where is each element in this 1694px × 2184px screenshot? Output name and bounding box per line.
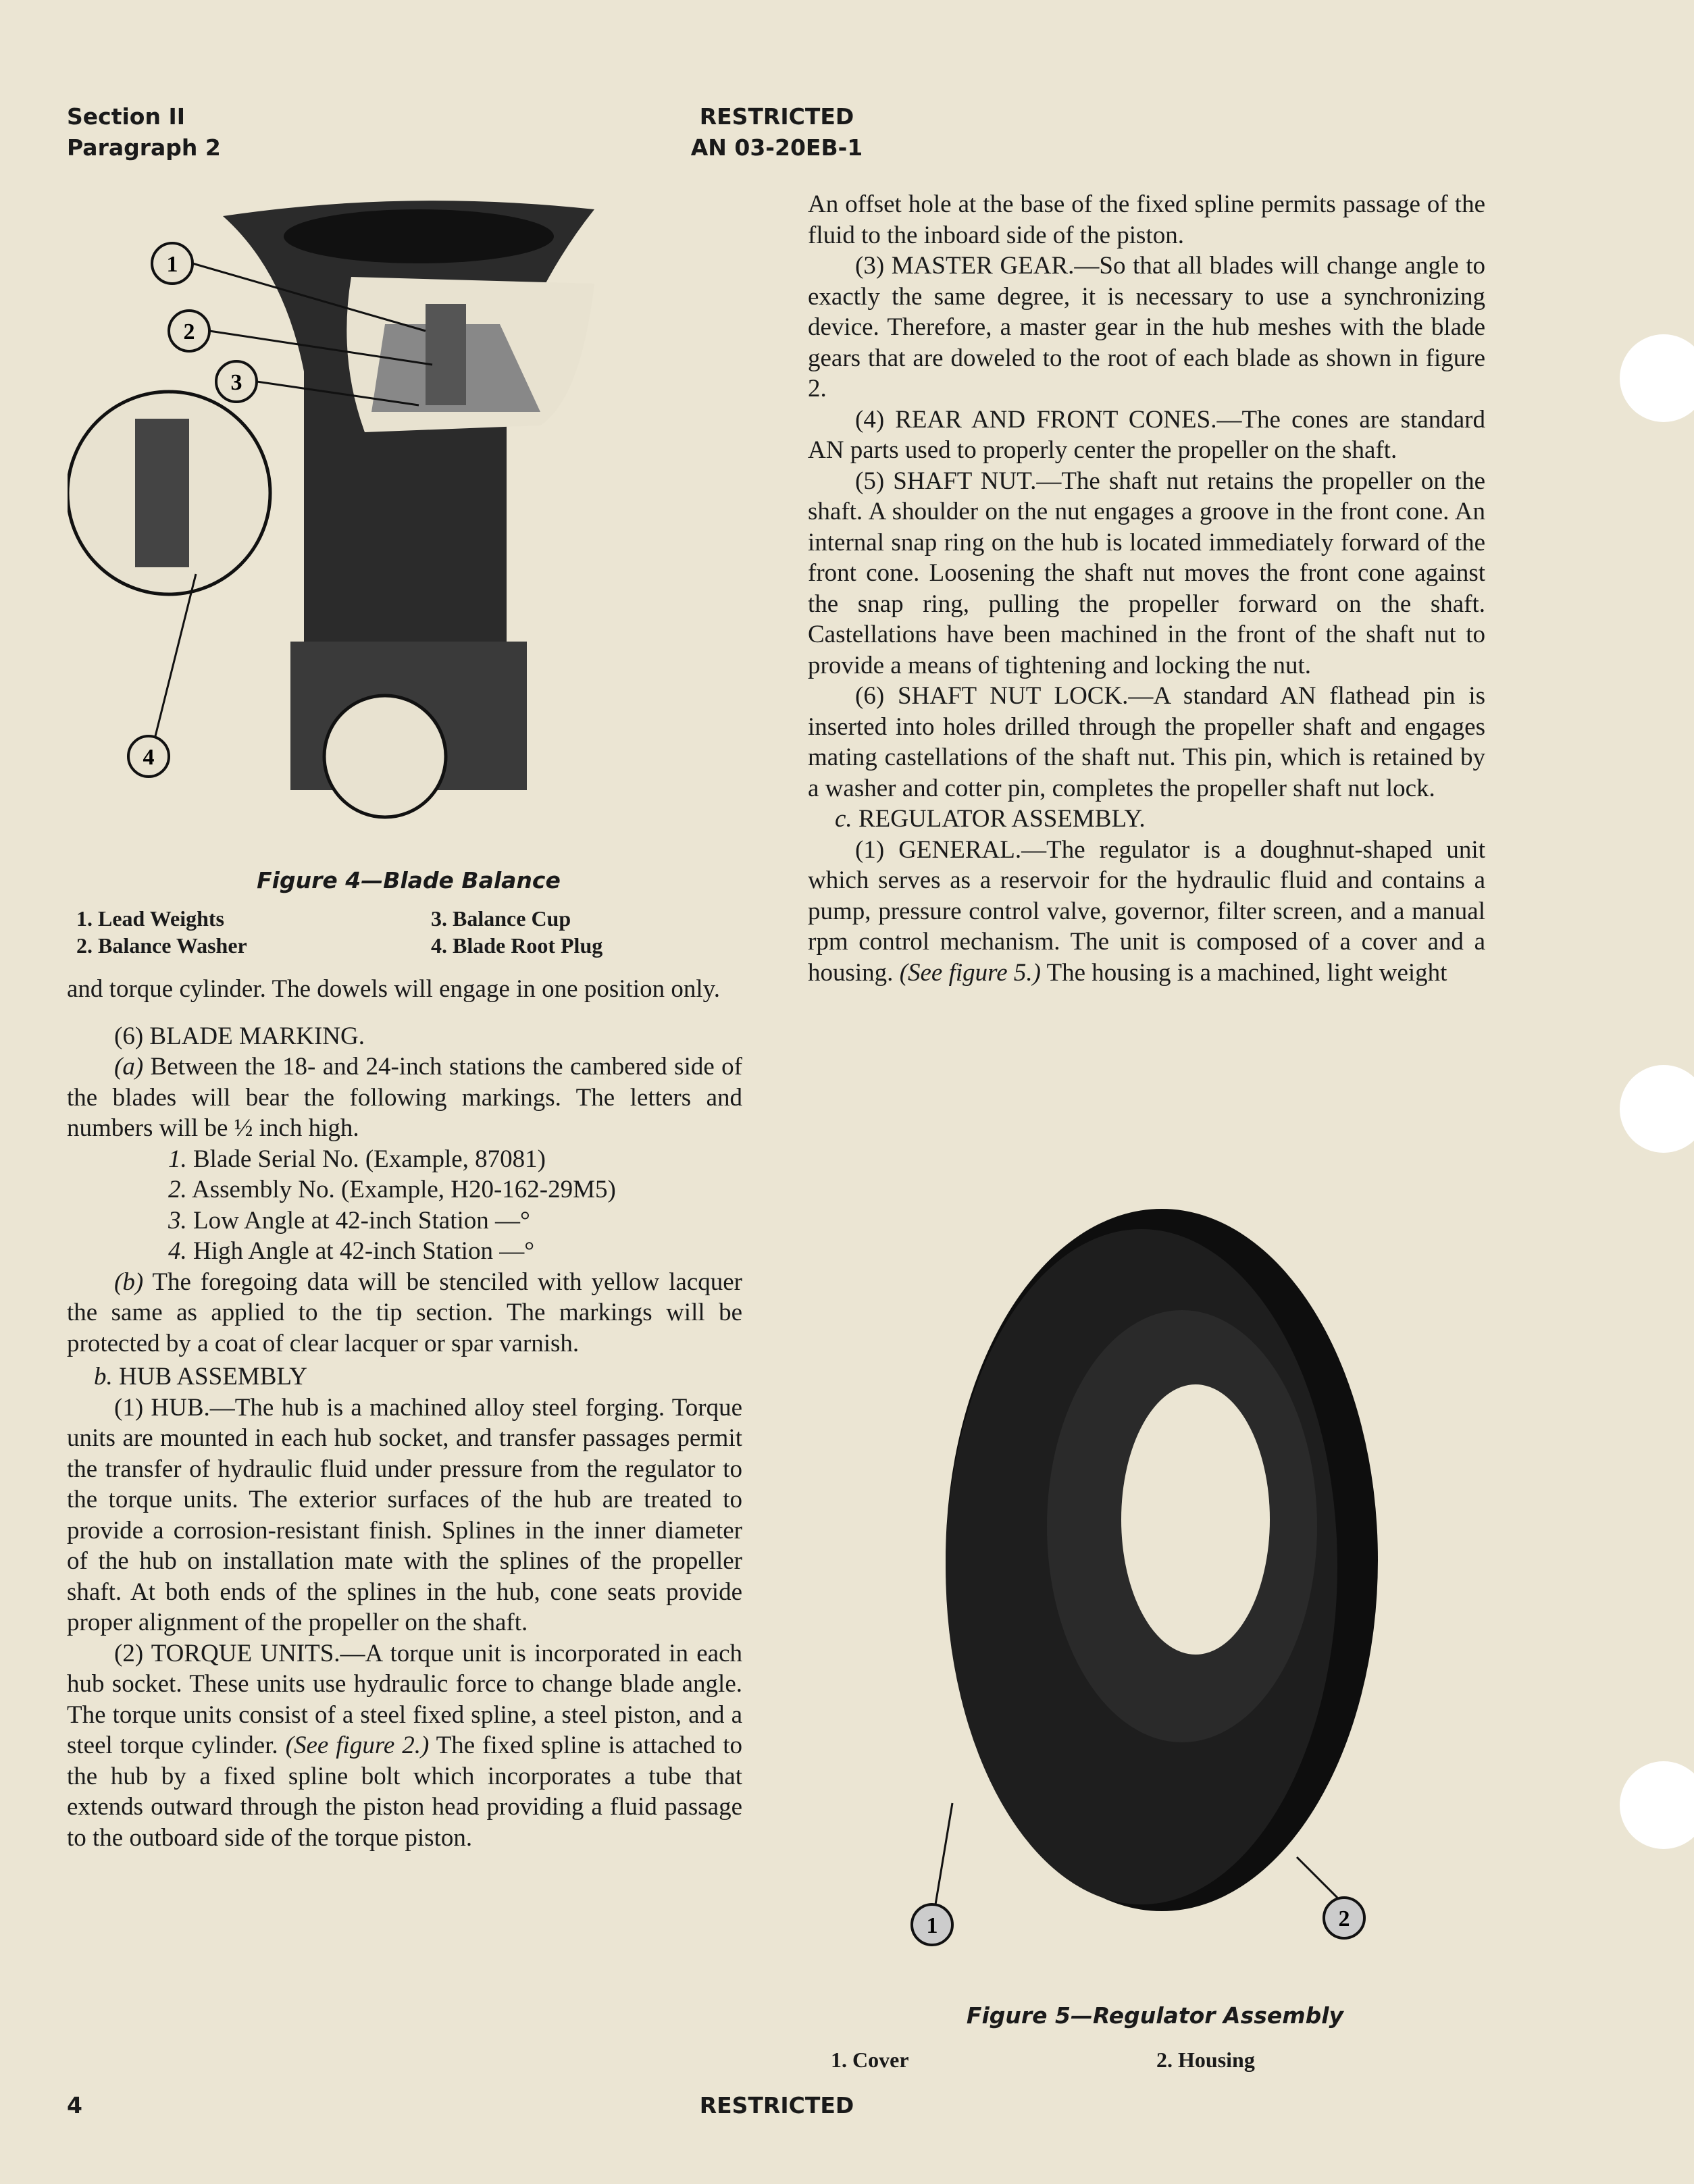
callout-2: 2 [1338, 1906, 1350, 1931]
callout-1: 1 [166, 252, 178, 277]
label: (a) [114, 1053, 144, 1081]
section-label [67, 101, 221, 163]
paragraph: (2) TORQUE UNITS.—A torque unit is incorporated in each hub socket. These units use hydraulic force to change blade angle. The torque units consist of a steel fixed spline, a steel piston, and a steel torque cylinder. [67, 1639, 742, 1759]
paragraph: The foregoing data will be stenciled with yellow lacquer the same as applied to the tip section. The markings will be protected by a coat of clear lacquer or spar varnish. [67, 1268, 742, 1357]
punch-hole [1620, 334, 1694, 422]
paragraph: (1) HUB.—The hub is a machined alloy steel forging. Torque units are mounted in each hub socket, and transfer passages permit the transfer of hydraulic fluid under pressure from the regulator to the torque units. The exterior surfaces of the hub are treated to provide a corrosion-resistant finish. Splines in the inner diameter of the hub on installation mate with the splines of the propeller shaft. At both ends of the splines in the hub, cone seats provide proper alignment of the propeller on the shaft. [67, 1393, 742, 1636]
paragraph: (6) SHAFT NUT LOCK.—A standard AN flathead pin is inserted into holes drilled through the propeller shaft and engages mating castellations of the shaft nut. This pin, which is retained by a washer and cotter pin, completes the propeller shaft nut lock. [808, 682, 1485, 802]
legend-item: 1. Lead Weights [76, 906, 224, 931]
figure-5-caption: Figure 5—Regulator Assembly [966, 2002, 1344, 2029]
classification: RESTRICTED [699, 103, 854, 130]
callout-4: 4 [143, 745, 155, 770]
heading: (6) BLADE MARKING. [114, 1022, 365, 1050]
list-item: Assembly No. (Example, H20-162-29M5) [191, 1176, 616, 1203]
paragraph: Between the 18- and 24-inch stations the cambered side of the blades will bear the following markings. The letters and numbers will be ½ inch high. [67, 1053, 742, 1142]
left-column [67, 974, 742, 1853]
figure-ref: (See figure 5.) [899, 958, 1041, 987]
figure-4-legend-col1 [76, 905, 247, 959]
list-item: High Angle at 42-inch Station —° [193, 1237, 534, 1265]
heading: HUB ASSEMBLY [112, 1363, 307, 1390]
paragraph: Paragraph 2 [67, 134, 221, 161]
figure-5-legend-item: 1. Cover [831, 2048, 909, 2072]
legend-item: 4. Blade Root Plug [431, 933, 603, 958]
paragraph: An offset hole at the base of the fixed spline permits passage of the fluid to the inboard side of the piston. [808, 190, 1485, 249]
paragraph: (5) SHAFT NUT.—The shaft nut retains the propeller on the shaft. A shoulder on the nut engages a groove in the front cone. An internal snap ring on the hub is located immediately forward of the front cone. Loosening the shaft nut moves the front cone against the snap ring, pulling the propeller forward on the shaft. Castellations have been machined in the front of the shaft nut to provide a means of tightening and locking the nut. [808, 467, 1485, 679]
figure-ref: (See figure 2.) [285, 1732, 430, 1759]
list-num: 2. [168, 1176, 187, 1203]
callout-2: 2 [183, 319, 195, 344]
paragraph: (4) REAR AND FRONT CONES.—The cones are standard AN parts used to properly center the propeller on the shaft. [808, 405, 1485, 464]
label: c. [835, 805, 852, 833]
doc-header [608, 101, 946, 163]
paragraph: (1) GENERAL.—The regulator is a doughnut-shaped unit which serves as a reservoir for the hydraulic fluid and contains a pump, pressure control valve, governor, filter screen, and a manual rpm control mechanism. The unit is composed of a cover and a housing. [808, 835, 1485, 987]
punch-hole [1620, 1065, 1694, 1153]
list-num: 1. [168, 1145, 187, 1173]
punch-hole [1620, 1761, 1694, 1849]
figure-4-caption: Figure 4—Blade Balance [257, 867, 561, 893]
legend-item: 3. Balance Cup [431, 906, 571, 931]
list-item: Low Angle at 42-inch Station —° [193, 1206, 530, 1234]
list-num: 4. [168, 1237, 187, 1265]
paragraph: and torque cylinder. The dowels will engage in one position only. [67, 975, 720, 1003]
list-item: Blade Serial No. (Example, 87081) [193, 1145, 546, 1173]
paragraph: The fixed spline is attached to the hub by a fixed spline bolt which incorporates a tube that extends outward through the piston head providing a fluid passage to the outboard side of the torque piston. [67, 1732, 743, 1852]
heading: REGULATOR ASSEMBLY. [852, 805, 1146, 833]
legend-item: 2. Balance Washer [76, 933, 247, 958]
figure-4-legend-col2 [431, 905, 602, 959]
figure-4-illustration [68, 196, 750, 844]
page-number: 4 [67, 2092, 82, 2118]
paragraph: (3) MASTER GEAR.—So that all blades will change angle to exactly the same degree, it is necessary to use a synchronizing device. Therefore, a master gear in the hub meshes with the blade gears that are doweled to the root of each blade as shown in figure 2. [808, 252, 1485, 402]
label: (b) [114, 1268, 144, 1296]
callout-1: 1 [926, 1913, 938, 1938]
paragraph: The housing is a machined, light weight [1040, 958, 1447, 987]
list-num: 3. [168, 1206, 187, 1234]
label: b. [94, 1363, 113, 1390]
figure-5-photo [878, 1209, 1432, 1972]
doc-number: AN 03-20EB-1 [690, 134, 863, 161]
right-column [808, 189, 1485, 988]
footer-classification: RESTRICTED [699, 2092, 854, 2118]
figure-5-legend-item: 2. Housing [1156, 2048, 1255, 2072]
callout-3: 3 [230, 370, 242, 395]
section: Section II [67, 103, 186, 130]
